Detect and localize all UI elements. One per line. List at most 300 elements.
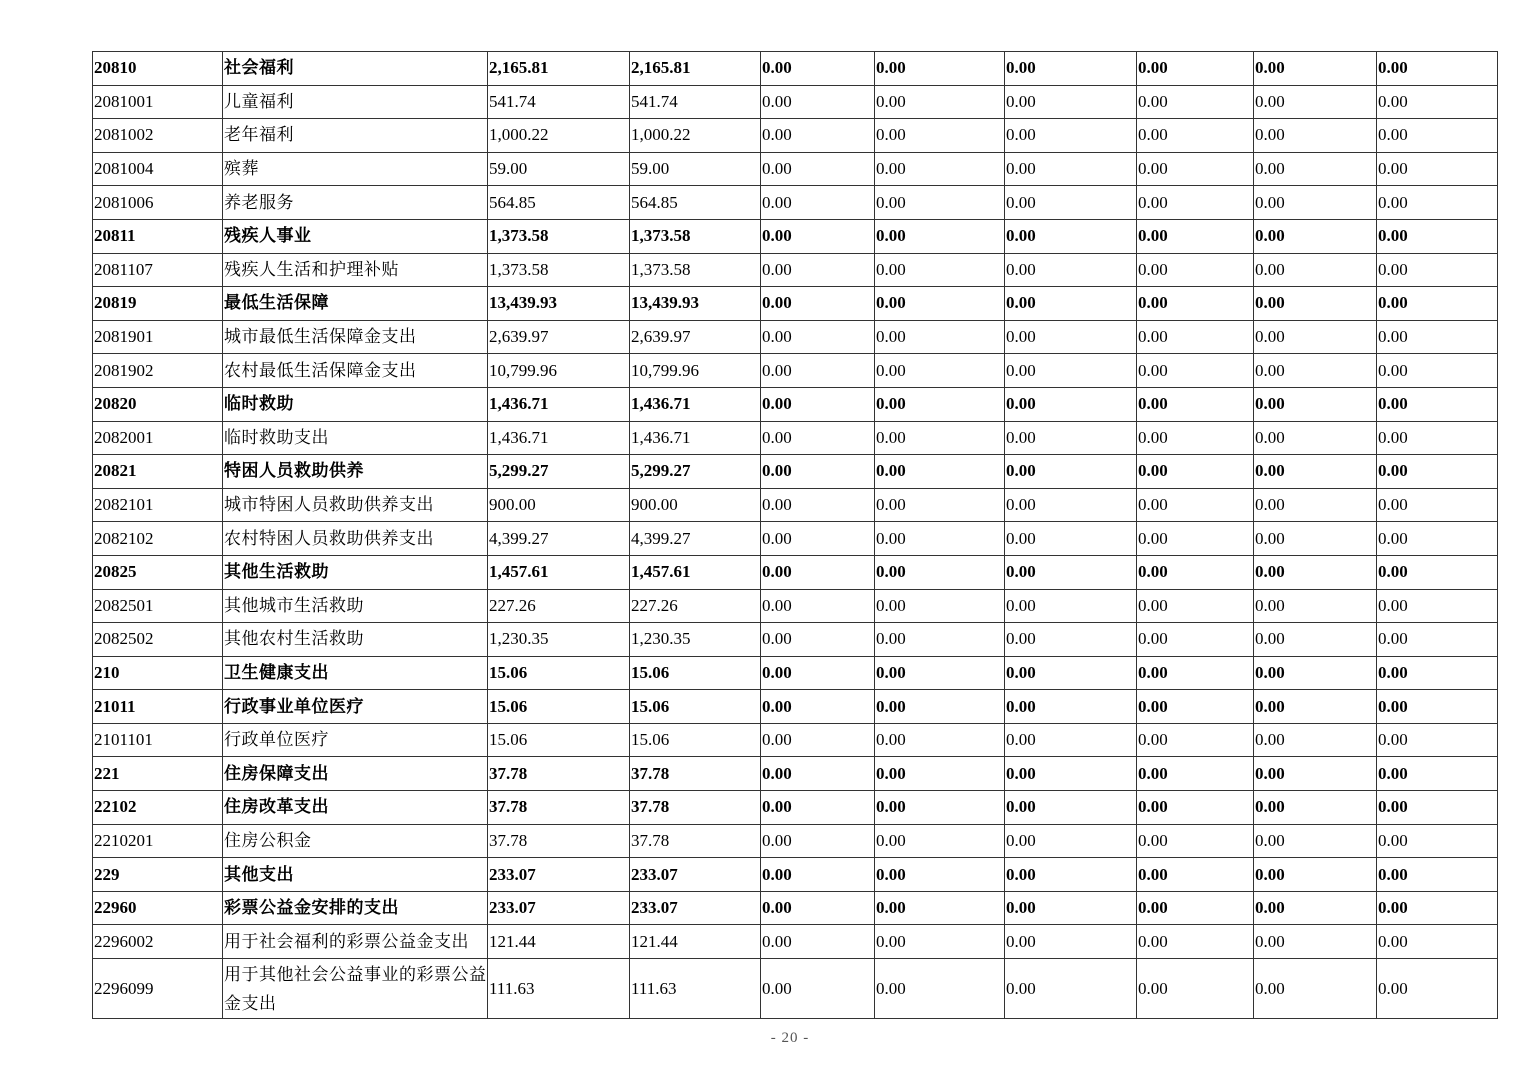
name-cell: 卫生健康支出 [223,656,488,690]
value-cell: 233.07 [630,891,761,925]
value-cell: 0.00 [1137,52,1254,86]
value-cell: 0.00 [1377,488,1498,522]
value-cell: 0.00 [1137,959,1254,1019]
value-cell: 0.00 [1377,757,1498,791]
value-cell: 37.78 [488,791,630,825]
code-cell: 2081006 [93,186,223,220]
name-cell: 用于社会福利的彩票公益金支出 [223,925,488,959]
value-cell: 0.00 [1137,186,1254,220]
value-cell: 0.00 [1254,656,1377,690]
value-cell: 0.00 [1377,656,1498,690]
value-cell: 0.00 [761,52,875,86]
value-cell: 2,639.97 [630,320,761,354]
value-cell: 0.00 [1377,354,1498,388]
value-cell: 564.85 [488,186,630,220]
value-cell: 0.00 [1254,119,1377,153]
code-cell: 210 [93,656,223,690]
code-cell: 20810 [93,52,223,86]
value-cell: 0.00 [875,387,1005,421]
table-row [93,421,1498,455]
value-cell: 0.00 [1377,152,1498,186]
value-cell: 0.00 [1137,320,1254,354]
value-cell: 0.00 [761,85,875,119]
value-cell: 900.00 [488,488,630,522]
value-cell: 0.00 [1254,690,1377,724]
table-row [93,791,1498,825]
value-cell: 1,457.61 [488,555,630,589]
value-cell: 0.00 [1005,421,1137,455]
value-cell: 1,436.71 [488,387,630,421]
code-cell: 22960 [93,891,223,925]
value-cell: 2,165.81 [488,52,630,86]
value-cell: 0.00 [1377,421,1498,455]
value-cell: 4,399.27 [488,522,630,556]
value-cell: 15.06 [630,723,761,757]
value-cell: 0.00 [1005,555,1137,589]
value-cell: 1,230.35 [488,623,630,657]
code-cell: 2082501 [93,589,223,623]
value-cell: 0.00 [761,757,875,791]
code-cell: 2082502 [93,623,223,657]
name-cell: 儿童福利 [223,85,488,119]
value-cell: 0.00 [1137,287,1254,321]
name-cell: 最低生活保障 [223,287,488,321]
value-cell: 59.00 [630,152,761,186]
code-cell: 2296002 [93,925,223,959]
value-cell: 1,000.22 [630,119,761,153]
table-row [93,555,1498,589]
value-cell: 541.74 [630,85,761,119]
name-cell: 城市特困人员救助供养支出 [223,488,488,522]
value-cell: 0.00 [1377,522,1498,556]
value-cell: 0.00 [1377,253,1498,287]
value-cell: 0.00 [1254,253,1377,287]
value-cell: 0.00 [875,959,1005,1019]
code-cell: 2082101 [93,488,223,522]
table-row [93,219,1498,253]
page-number: - 20 - [770,1030,810,1046]
value-cell: 0.00 [1005,219,1137,253]
value-cell: 0.00 [1005,623,1137,657]
code-cell: 21011 [93,690,223,724]
value-cell: 0.00 [875,119,1005,153]
code-cell: 2101101 [93,723,223,757]
value-cell: 5,299.27 [630,455,761,489]
value-cell: 0.00 [1005,925,1137,959]
value-cell: 37.78 [630,791,761,825]
value-cell: 0.00 [1377,959,1498,1019]
value-cell: 0.00 [1005,522,1137,556]
table-row [93,522,1498,556]
code-cell: 2296099 [93,959,223,1019]
value-cell: 0.00 [1005,52,1137,86]
value-cell: 1,373.58 [630,219,761,253]
value-cell: 0.00 [875,219,1005,253]
value-cell: 0.00 [1005,253,1137,287]
code-cell: 2081002 [93,119,223,153]
value-cell: 0.00 [1377,723,1498,757]
value-cell: 0.00 [761,555,875,589]
value-cell: 0.00 [761,320,875,354]
value-cell: 37.78 [630,757,761,791]
value-cell: 1,436.71 [488,421,630,455]
value-cell: 0.00 [1377,555,1498,589]
name-cell: 住房公积金 [223,824,488,858]
name-cell: 其他生活救助 [223,555,488,589]
value-cell: 0.00 [761,891,875,925]
code-cell: 2081902 [93,354,223,388]
value-cell: 0.00 [1005,858,1137,892]
code-cell: 221 [93,757,223,791]
value-cell: 0.00 [1137,555,1254,589]
value-cell: 0.00 [875,858,1005,892]
value-cell: 0.00 [875,555,1005,589]
value-cell: 0.00 [1254,354,1377,388]
value-cell: 0.00 [1005,320,1137,354]
value-cell: 0.00 [761,253,875,287]
value-cell: 15.06 [630,656,761,690]
value-cell: 0.00 [1254,723,1377,757]
value-cell: 0.00 [761,119,875,153]
code-cell: 20811 [93,219,223,253]
value-cell: 0.00 [1254,52,1377,86]
value-cell: 0.00 [761,219,875,253]
value-cell: 0.00 [761,421,875,455]
value-cell: 227.26 [488,589,630,623]
table-row [93,387,1498,421]
table-row [93,186,1498,220]
name-cell: 养老服务 [223,186,488,220]
table-row [93,488,1498,522]
value-cell: 37.78 [488,757,630,791]
value-cell: 59.00 [488,152,630,186]
name-cell: 行政事业单位医疗 [223,690,488,724]
value-cell: 0.00 [875,925,1005,959]
budget-table [92,51,1498,1019]
value-cell: 0.00 [1005,354,1137,388]
value-cell: 0.00 [1137,757,1254,791]
name-cell: 特困人员救助供养 [223,455,488,489]
value-cell: 0.00 [875,757,1005,791]
value-cell: 111.63 [488,959,630,1019]
value-cell: 0.00 [1254,186,1377,220]
value-cell: 0.00 [1005,891,1137,925]
value-cell: 0.00 [1254,791,1377,825]
table-row [93,287,1498,321]
value-cell: 0.00 [1005,656,1137,690]
code-cell: 2081901 [93,320,223,354]
value-cell: 0.00 [1377,623,1498,657]
value-cell: 1,373.58 [488,253,630,287]
table-row [93,152,1498,186]
table-row [93,354,1498,388]
value-cell: 0.00 [761,354,875,388]
value-cell: 0.00 [1254,555,1377,589]
value-cell: 13,439.93 [630,287,761,321]
value-cell: 0.00 [1254,925,1377,959]
value-cell: 1,000.22 [488,119,630,153]
value-cell: 13,439.93 [488,287,630,321]
value-cell: 0.00 [1005,791,1137,825]
value-cell: 0.00 [875,186,1005,220]
value-cell: 0.00 [1254,959,1377,1019]
value-cell: 0.00 [1137,891,1254,925]
name-cell: 农村最低生活保障金支出 [223,354,488,388]
name-cell: 残疾人事业 [223,219,488,253]
value-cell: 0.00 [1137,723,1254,757]
value-cell: 0.00 [875,891,1005,925]
name-cell: 其他支出 [223,858,488,892]
value-cell: 15.06 [630,690,761,724]
value-cell: 0.00 [1377,186,1498,220]
value-cell: 121.44 [488,925,630,959]
value-cell: 0.00 [1005,287,1137,321]
value-cell: 0.00 [761,656,875,690]
value-cell: 0.00 [1377,891,1498,925]
value-cell: 2,165.81 [630,52,761,86]
value-cell: 0.00 [1377,690,1498,724]
value-cell: 0.00 [1137,119,1254,153]
value-cell: 0.00 [1377,791,1498,825]
value-cell: 0.00 [1254,85,1377,119]
value-cell: 0.00 [875,690,1005,724]
value-cell: 0.00 [875,656,1005,690]
value-cell: 0.00 [875,455,1005,489]
table-row [93,824,1498,858]
value-cell: 0.00 [875,85,1005,119]
value-cell: 0.00 [875,287,1005,321]
value-cell: 0.00 [1137,152,1254,186]
value-cell: 0.00 [1254,522,1377,556]
name-cell: 用于其他社会公益事业的彩票公益金支出 [223,959,488,1019]
code-cell: 20820 [93,387,223,421]
table-row [93,723,1498,757]
table-row [93,858,1498,892]
value-cell: 233.07 [630,858,761,892]
value-cell: 0.00 [1137,488,1254,522]
value-cell: 900.00 [630,488,761,522]
value-cell: 0.00 [1005,690,1137,724]
code-cell: 2082102 [93,522,223,556]
table-row [93,589,1498,623]
value-cell: 0.00 [1254,421,1377,455]
value-cell: 0.00 [1137,656,1254,690]
value-cell: 0.00 [875,723,1005,757]
value-cell: 0.00 [1377,387,1498,421]
value-cell: 0.00 [1005,119,1137,153]
value-cell: 0.00 [1254,219,1377,253]
value-cell: 0.00 [1137,522,1254,556]
value-cell: 0.00 [875,354,1005,388]
value-cell: 1,373.58 [488,219,630,253]
value-cell: 0.00 [1005,455,1137,489]
value-cell: 0.00 [761,623,875,657]
value-cell: 5,299.27 [488,455,630,489]
value-cell: 0.00 [1137,387,1254,421]
value-cell: 0.00 [1005,723,1137,757]
code-cell: 20825 [93,555,223,589]
code-cell: 20821 [93,455,223,489]
value-cell: 0.00 [1254,824,1377,858]
value-cell: 0.00 [1377,85,1498,119]
name-cell: 住房改革支出 [223,791,488,825]
value-cell: 0.00 [761,723,875,757]
table-row [93,85,1498,119]
table-row [93,656,1498,690]
value-cell: 0.00 [1137,589,1254,623]
code-cell: 229 [93,858,223,892]
value-cell: 0.00 [761,858,875,892]
value-cell: 0.00 [761,488,875,522]
value-cell: 541.74 [488,85,630,119]
code-cell: 20819 [93,287,223,321]
value-cell: 1,230.35 [630,623,761,657]
code-cell: 2210201 [93,824,223,858]
value-cell: 0.00 [1005,757,1137,791]
value-cell: 0.00 [1377,858,1498,892]
value-cell: 0.00 [1254,488,1377,522]
value-cell: 0.00 [875,421,1005,455]
value-cell: 0.00 [875,488,1005,522]
value-cell: 0.00 [761,690,875,724]
table-row [93,891,1498,925]
value-cell: 0.00 [1137,858,1254,892]
table-row [93,623,1498,657]
value-cell: 4,399.27 [630,522,761,556]
table-row [93,455,1498,489]
value-cell: 0.00 [875,152,1005,186]
value-cell: 0.00 [761,522,875,556]
name-cell: 城市最低生活保障金支出 [223,320,488,354]
value-cell: 0.00 [1137,253,1254,287]
code-cell: 2082001 [93,421,223,455]
table-row [93,52,1498,86]
value-cell: 0.00 [1254,320,1377,354]
value-cell: 10,799.96 [488,354,630,388]
value-cell: 37.78 [630,824,761,858]
table-row [93,253,1498,287]
table-row [93,320,1498,354]
value-cell: 10,799.96 [630,354,761,388]
value-cell: 37.78 [488,824,630,858]
value-cell: 0.00 [1254,387,1377,421]
value-cell: 0.00 [1377,119,1498,153]
value-cell: 0.00 [761,455,875,489]
value-cell: 0.00 [1377,52,1498,86]
value-cell: 0.00 [1254,757,1377,791]
value-cell: 0.00 [1137,690,1254,724]
table-row [93,757,1498,791]
value-cell: 15.06 [488,656,630,690]
value-cell: 15.06 [488,723,630,757]
value-cell: 0.00 [761,925,875,959]
value-cell: 0.00 [1254,623,1377,657]
value-cell: 0.00 [1254,152,1377,186]
value-cell: 1,436.71 [630,421,761,455]
code-cell: 2081107 [93,253,223,287]
table-row [93,119,1498,153]
value-cell: 0.00 [875,623,1005,657]
value-cell: 1,373.58 [630,253,761,287]
value-cell: 0.00 [1137,925,1254,959]
value-cell: 0.00 [761,387,875,421]
code-cell: 2081004 [93,152,223,186]
value-cell: 0.00 [875,320,1005,354]
value-cell: 0.00 [1005,387,1137,421]
name-cell: 残疾人生活和护理补贴 [223,253,488,287]
value-cell: 0.00 [1137,421,1254,455]
name-cell: 行政单位医疗 [223,723,488,757]
value-cell: 0.00 [761,824,875,858]
value-cell: 0.00 [1254,287,1377,321]
value-cell: 0.00 [1377,287,1498,321]
value-cell: 227.26 [630,589,761,623]
value-cell: 15.06 [488,690,630,724]
value-cell: 0.00 [875,824,1005,858]
value-cell: 121.44 [630,925,761,959]
name-cell: 其他城市生活救助 [223,589,488,623]
value-cell: 0.00 [1377,824,1498,858]
value-cell: 0.00 [1254,858,1377,892]
code-cell: 2081001 [93,85,223,119]
value-cell: 0.00 [1005,152,1137,186]
value-cell: 0.00 [875,52,1005,86]
value-cell: 0.00 [1005,488,1137,522]
value-cell: 0.00 [1377,219,1498,253]
value-cell: 233.07 [488,858,630,892]
value-cell: 0.00 [875,522,1005,556]
table-row [93,959,1498,1019]
value-cell: 111.63 [630,959,761,1019]
value-cell: 0.00 [1377,589,1498,623]
value-cell: 0.00 [1005,85,1137,119]
name-cell: 住房保障支出 [223,757,488,791]
value-cell: 233.07 [488,891,630,925]
name-cell: 临时救助支出 [223,421,488,455]
value-cell: 0.00 [761,152,875,186]
name-cell: 临时救助 [223,387,488,421]
value-cell: 0.00 [1137,455,1254,489]
value-cell: 0.00 [875,791,1005,825]
value-cell: 0.00 [1377,925,1498,959]
name-cell: 殡葬 [223,152,488,186]
value-cell: 1,457.61 [630,555,761,589]
value-cell: 0.00 [761,589,875,623]
value-cell: 0.00 [1137,824,1254,858]
value-cell: 0.00 [1137,354,1254,388]
value-cell: 0.00 [761,791,875,825]
value-cell: 0.00 [1137,791,1254,825]
name-cell: 其他农村生活救助 [223,623,488,657]
value-cell: 0.00 [875,253,1005,287]
value-cell: 0.00 [1005,824,1137,858]
name-cell: 农村特困人员救助供养支出 [223,522,488,556]
value-cell: 0.00 [1377,320,1498,354]
value-cell: 0.00 [1254,891,1377,925]
name-cell: 彩票公益金安排的支出 [223,891,488,925]
value-cell: 0.00 [1005,589,1137,623]
name-cell: 社会福利 [223,52,488,86]
value-cell: 1,436.71 [630,387,761,421]
table-row [93,925,1498,959]
value-cell: 0.00 [1137,85,1254,119]
value-cell: 0.00 [1137,623,1254,657]
value-cell: 2,639.97 [488,320,630,354]
value-cell: 0.00 [761,287,875,321]
value-cell: 0.00 [1005,959,1137,1019]
value-cell: 0.00 [1137,219,1254,253]
value-cell: 0.00 [1005,186,1137,220]
